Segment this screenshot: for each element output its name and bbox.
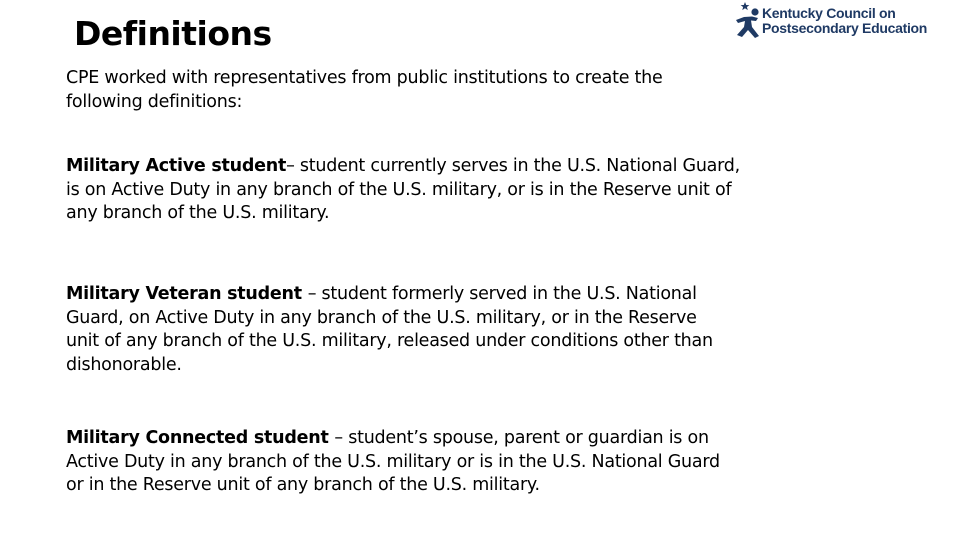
intro-paragraph — [66, 67, 906, 114]
definition-line: Active Duty in any branch of the U.S. military or is in the U.S. National Guard — [66, 451, 720, 472]
running-person-star-icon — [734, 2, 764, 42]
definition-military-connected — [66, 427, 906, 498]
definition-text: – student currently serves in the U.S. National Guard, — [286, 156, 740, 176]
definition-line: Guard, on Active Duty in any branch of the U.S. military, or in the Reserve — [66, 307, 697, 328]
definition-line: any branch of the U.S. military. — [66, 203, 330, 223]
definition-first-line — [66, 283, 906, 307]
definition-line: dishonorable. — [66, 354, 182, 375]
definition-military-veteran — [66, 283, 906, 377]
definition-line: or in the Reserve unit of any branch of the U.S. military. — [66, 475, 540, 495]
definition-line: is on Active Duty in any branch of the U.S. military, or is in the Reserve unit of — [66, 179, 732, 200]
slide-title: Definitions — [74, 14, 272, 53]
definition-first-line — [66, 155, 906, 179]
logo-wordmark — [762, 6, 927, 36]
definition-term: Military Active student — [66, 156, 287, 176]
logo-line-2: Postsecondary Education — [762, 20, 928, 36]
definition-military-active — [66, 155, 906, 226]
definition-text: – student’s spouse, parent or guardian is on — [334, 428, 709, 448]
logo-line-1: Kentucky Council on — [762, 5, 896, 21]
intro-line: CPE worked with representatives from public institutions to create the — [66, 68, 663, 88]
definition-first-line — [66, 427, 906, 451]
cpe-logo — [734, 2, 960, 42]
definition-term: Military Veteran student — [66, 284, 308, 304]
definition-line: unit of any branch of the U.S. military, released under conditions other than — [66, 331, 713, 351]
definition-text: – student formerly served in the U.S. National — [307, 284, 697, 304]
intro-line: following definitions: — [66, 91, 243, 112]
definition-term: Military Connected student — [66, 428, 335, 448]
